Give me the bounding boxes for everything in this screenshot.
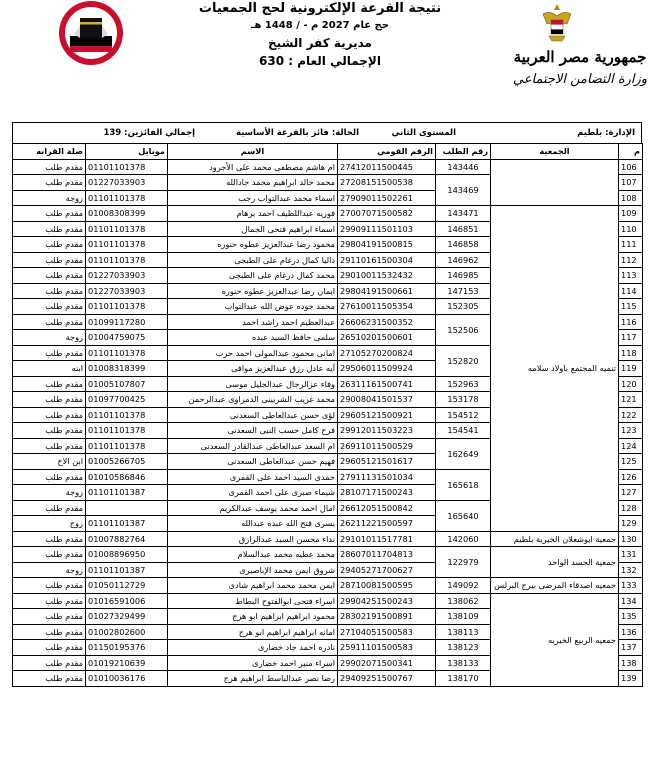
national-id: 27007071500582: [338, 206, 436, 222]
national-id: 26211221500597: [338, 516, 436, 532]
table-row: [13, 531, 643, 547]
association-name: جمعيه الربيع الخيريه: [491, 593, 619, 686]
relation: مقدم طلب: [13, 268, 86, 284]
national-id: 27105270200824: [338, 345, 436, 361]
person-name: محمد كمال درغام على الطبجى: [168, 268, 338, 284]
person-name: ايمان رضا عبدالعزيز عطوه حنوره: [168, 283, 338, 299]
col-header-association: الجمعية: [491, 144, 619, 160]
person-name: ايمن محمد محمد ابراهيم شادى: [168, 578, 338, 594]
mobile-number: 01019210639: [86, 655, 168, 671]
relation: مقدم طلب: [13, 438, 86, 454]
row-number: 122: [619, 407, 643, 423]
table-row: [13, 206, 643, 222]
mobile-number: 01008318399: [86, 361, 168, 377]
relation: مقدم طلب: [13, 423, 86, 439]
national-id: 27104051500583: [338, 624, 436, 640]
person-name: شيماء صبرى على احمد القمرى: [168, 485, 338, 501]
association-name: [491, 159, 619, 206]
national-id: 27208151500538: [338, 175, 436, 191]
row-number: 133: [619, 578, 643, 594]
row-number: 130: [619, 531, 643, 547]
relation: ابن الاخ: [13, 454, 86, 470]
row-number: 112: [619, 252, 643, 268]
col-header-name: الاسم: [168, 144, 338, 160]
mobile-number: 01002802600: [86, 624, 168, 640]
national-id: 26510201500601: [338, 330, 436, 346]
row-number: 126: [619, 469, 643, 485]
row-number: 135: [619, 609, 643, 625]
person-name: امال احمد محمد يوسف عبدالكريم: [168, 500, 338, 516]
grand-total: الإجمالي العام : 630: [259, 54, 381, 68]
row-number: 123: [619, 423, 643, 439]
national-id: 26612051500842: [338, 500, 436, 516]
national-id: 26311161500741: [338, 376, 436, 392]
eagle-emblem-icon: [540, 2, 574, 44]
relation: مقدم طلب: [13, 655, 86, 671]
mobile-number: 01227033903: [86, 283, 168, 299]
person-name: آيه عادل رزق عبدالعزيز موافى: [168, 361, 338, 377]
relation: مقدم طلب: [13, 221, 86, 237]
request-number: 147153: [436, 283, 491, 299]
request-number: 146985: [436, 268, 491, 284]
mobile-number: 01005107807: [86, 376, 168, 392]
relation: مقدم طلب: [13, 593, 86, 609]
request-number: 138170: [436, 671, 491, 687]
mobile-number: 01101101378: [86, 159, 168, 175]
national-id: 29110161500304: [338, 252, 436, 268]
mobile-number: 01101101378: [86, 299, 168, 315]
relation: مقدم طلب: [13, 283, 86, 299]
row-number: 110: [619, 221, 643, 237]
request-number: 138123: [436, 640, 491, 656]
national-id: 27412011500445: [338, 159, 436, 175]
col-header-mobile: موبايل: [86, 144, 168, 160]
national-id: 29605121501617: [338, 454, 436, 470]
national-id: 29605121500921: [338, 407, 436, 423]
relation: مقدم طلب: [13, 609, 86, 625]
mobile-number: 01099117280: [86, 314, 168, 330]
mobile-number: 01101101378: [86, 438, 168, 454]
mobile-number: 01101101378: [86, 252, 168, 268]
request-number: 143446: [436, 159, 491, 175]
relation: مقدم طلب: [13, 531, 86, 547]
info-bar: [12, 122, 642, 144]
national-id: 29902071500341: [338, 655, 436, 671]
national-id: 29804191500661: [338, 283, 436, 299]
mobile-number: 01101101378: [86, 345, 168, 361]
relation: مقدم طلب: [13, 624, 86, 640]
mobile-number: 01004759075: [86, 330, 168, 346]
row-number: 111: [619, 237, 643, 253]
row-number: 137: [619, 640, 643, 656]
person-name: وفاء عزالرجال عبدالجليل موسى: [168, 376, 338, 392]
relation: مقدم طلب: [13, 159, 86, 175]
col-header-num: م: [619, 144, 643, 160]
national-id: 28302191500891: [338, 609, 436, 625]
row-number: 114: [619, 283, 643, 299]
relation: مقدم طلب: [13, 237, 86, 253]
national-id: 29008041501537: [338, 392, 436, 408]
national-id: 27911131501034: [338, 469, 436, 485]
person-name: حمدى السيد احمد على القمرى: [168, 469, 338, 485]
mobile-number: 01101101378: [86, 407, 168, 423]
row-number: 125: [619, 454, 643, 470]
person-name: رضا نصر عبدالباسط ابراهيم هرج: [168, 671, 338, 687]
row-number: 118: [619, 345, 643, 361]
row-number: 119: [619, 361, 643, 377]
person-name: اسراء فتحى ابوالفتوح البطاط: [168, 593, 338, 609]
row-number: 116: [619, 314, 643, 330]
relation: مقدم طلب: [13, 578, 86, 594]
request-number: 152820: [436, 345, 491, 376]
table-row: [13, 578, 643, 594]
person-name: نادره احمد جاد خضارى: [168, 640, 338, 656]
national-id: 26911011500529: [338, 438, 436, 454]
hajj-season: حج عام 2027 م - / 1448 هـ: [251, 20, 389, 31]
national-id: 28107171500243: [338, 485, 436, 501]
relation: مقدم طلب: [13, 469, 86, 485]
row-number: 127: [619, 485, 643, 501]
relation: مقدم طلب: [13, 392, 86, 408]
hajj-kaaba-logo-icon: [58, 0, 124, 66]
mobile-number: 01010036176: [86, 671, 168, 687]
person-name: امانى محمود عبدالمولى احمد حرب: [168, 345, 338, 361]
person-name: شروق ايمن محمد الإباصيرى: [168, 562, 338, 578]
national-id: 29804191500815: [338, 237, 436, 253]
person-name: داليا كمال درغام على الطبجى: [168, 252, 338, 268]
national-id: 25911101500583: [338, 640, 436, 656]
person-name: فوزيه عبداللطيف احمد برهام: [168, 206, 338, 222]
request-number: 138062: [436, 593, 491, 609]
mobile-number: 01027329499: [86, 609, 168, 625]
status-label: الحالة: فائز بالقرعة الأساسية: [235, 128, 359, 138]
document-title: نتيجة القرعة الإلكترونية لحج الجمعيات: [198, 1, 442, 16]
relation: مقدم طلب: [13, 500, 86, 516]
relation: زوجة: [13, 330, 86, 346]
mobile-number: 01016591006: [86, 593, 168, 609]
request-number: 153178: [436, 392, 491, 408]
mobile-number: 01101101387: [86, 516, 168, 532]
person-name: عبدالعظيم احمد راشد احمد: [168, 314, 338, 330]
national-id: 28607011704813: [338, 547, 436, 563]
row-number: 129: [619, 516, 643, 532]
request-number: 152963: [436, 376, 491, 392]
mobile-number: 01008896950: [86, 547, 168, 563]
mobile-number: 01227033903: [86, 175, 168, 191]
national-id: 29912011503223: [338, 423, 436, 439]
request-number: 146858: [436, 237, 491, 253]
row-number: 109: [619, 206, 643, 222]
row-number: 136: [619, 624, 643, 640]
request-number: 152305: [436, 299, 491, 315]
relation: مقدم طلب: [13, 640, 86, 656]
table-row: [13, 547, 643, 563]
relation: مقدم طلب: [13, 252, 86, 268]
person-name: محمود رضا عبدالعزيز عطوه حنوره: [168, 237, 338, 253]
person-name: لؤى حسن عبدالعاطى السعدنى: [168, 407, 338, 423]
col-header-request-number: رقم الطلب: [436, 144, 491, 160]
row-number: 138: [619, 655, 643, 671]
person-name: اسماء ابراهيم فتحى الجمال: [168, 221, 338, 237]
relation: ابنه: [13, 361, 86, 377]
request-number: 154512: [436, 407, 491, 423]
row-number: 117: [619, 330, 643, 346]
relation: مقدم طلب: [13, 547, 86, 563]
person-name: محمود ابراهيم ابراهيم ابو هرج: [168, 609, 338, 625]
relation: زوجة: [13, 190, 86, 206]
national-id: 28710081500595: [338, 578, 436, 594]
national-id: 27610011505354: [338, 299, 436, 315]
relation: مقدم طلب: [13, 299, 86, 315]
mobile-number: 01097700425: [86, 392, 168, 408]
table-row: [13, 159, 643, 175]
row-number: 115: [619, 299, 643, 315]
mobile-number: 01010586846: [86, 469, 168, 485]
mobile-number: [86, 500, 168, 516]
mobile-number: 01101101387: [86, 485, 168, 501]
national-id: 27909011502261: [338, 190, 436, 206]
country-name: جمهورية مصر العربية: [513, 48, 647, 66]
person-name: محمد جوده عوض الله عبدالتواب: [168, 299, 338, 315]
person-name: اسماء محمد عبدالتواب رجب: [168, 190, 338, 206]
request-number: 138133: [436, 655, 491, 671]
person-name: يسرى فتح الله عبده عبدالله: [168, 516, 338, 532]
relation: زوجة: [13, 485, 86, 501]
directorate-name: مديرية كفر الشيخ: [268, 36, 372, 50]
row-number: 132: [619, 562, 643, 578]
national-id: 29010011532432: [338, 268, 436, 284]
person-name: اسراء منير احمد خضارى: [168, 655, 338, 671]
person-name: امانه ابراهيم ابراهيم ابو هرج: [168, 624, 338, 640]
national-id: 29506011509924: [338, 361, 436, 377]
row-number: 108: [619, 190, 643, 206]
mobile-number: 01227033903: [86, 268, 168, 284]
relation: مقدم طلب: [13, 407, 86, 423]
national-id: 29909111501103: [338, 221, 436, 237]
results-table: [12, 143, 643, 687]
national-id: 26606231500352: [338, 314, 436, 330]
table-row: [13, 593, 643, 609]
request-number: 146962: [436, 252, 491, 268]
national-id: 29101011517781: [338, 531, 436, 547]
admin-label: الإدارة: بلطيم: [577, 128, 635, 138]
row-number: 113: [619, 268, 643, 284]
request-number: 154541: [436, 423, 491, 439]
level-label: المستوى الثاني: [391, 128, 456, 138]
row-number: 134: [619, 593, 643, 609]
relation: مقدم طلب: [13, 314, 86, 330]
person-name: محمد عطيه محمد عبدالسلام: [168, 547, 338, 563]
request-number: 149092: [436, 578, 491, 594]
mobile-number: 01101101378: [86, 190, 168, 206]
col-header-relation: صلة القرابه: [13, 144, 86, 160]
row-number: 124: [619, 438, 643, 454]
association-name: جمعيه اصدقاء المرضى ببرج البرلس: [491, 578, 619, 594]
person-name: محمد خالد ابراهيم محمد جادالله: [168, 175, 338, 191]
person-name: محمد غريب الشربينى الدمراوى عبدالرحمن: [168, 392, 338, 408]
mobile-number: 01101101378: [86, 221, 168, 237]
national-id: 29405271700627: [338, 562, 436, 578]
mobile-number: 01008308399: [86, 206, 168, 222]
mobile-number: 01101101387: [86, 562, 168, 578]
association-name: جمعية ابوشعلان الخيرية بلطيم: [491, 531, 619, 547]
request-number: 122979: [436, 547, 491, 578]
relation: مقدم طلب: [13, 345, 86, 361]
request-number: 143469: [436, 175, 491, 206]
table-header-row: [13, 144, 643, 160]
row-number: 120: [619, 376, 643, 392]
mobile-number: 01005266705: [86, 454, 168, 470]
request-number: 143471: [436, 206, 491, 222]
row-number: 106: [619, 159, 643, 175]
relation: مقدم طلب: [13, 376, 86, 392]
relation: زوجة: [13, 562, 86, 578]
national-id: 29409251500767: [338, 671, 436, 687]
request-number: 146851: [436, 221, 491, 237]
page-header: [0, 0, 668, 120]
association-name: جمعية الجسد الواحد: [491, 547, 619, 578]
relation: مقدم طلب: [13, 206, 86, 222]
ministry-name: وزارة التضامن الاجتماعي: [512, 72, 648, 87]
mobile-number: 01007882764: [86, 531, 168, 547]
row-number: 121: [619, 392, 643, 408]
mobile-number: 01050112729: [86, 578, 168, 594]
mobile-number: 01150195376: [86, 640, 168, 656]
winners-total: إجمالي الفائزين: 139: [103, 128, 195, 138]
request-number: 142060: [436, 531, 491, 547]
relation: زوج: [13, 516, 86, 532]
relation: مقدم طلب: [13, 175, 86, 191]
association-name: تنميه المجتمع باولاد سلامه: [491, 206, 619, 532]
request-number: 152506: [436, 314, 491, 345]
person-name: ام السعد عبدالعاطى عبدالقادر السعدنى: [168, 438, 338, 454]
row-number: 107: [619, 175, 643, 191]
row-number: 128: [619, 500, 643, 516]
request-number: 165640: [436, 500, 491, 531]
person-name: فهيم حسن عبدالعاطى السعدنى: [168, 454, 338, 470]
row-number: 139: [619, 671, 643, 687]
request-number: 138109: [436, 609, 491, 625]
relation: مقدم طلب: [13, 671, 86, 687]
person-name: سلمى حافظ السيد عبده: [168, 330, 338, 346]
request-number: 165618: [436, 469, 491, 500]
row-number: 131: [619, 547, 643, 563]
request-number: 138113: [436, 624, 491, 640]
request-number: 162649: [436, 438, 491, 469]
col-header-national-id: الرقم القومي: [338, 144, 436, 160]
person-name: فرح كامل حسب النبى السعدنى: [168, 423, 338, 439]
mobile-number: 01101101378: [86, 423, 168, 439]
national-id: 29904251500243: [338, 593, 436, 609]
person-name: ام هاشم مصطفى محمد على الأجرود: [168, 159, 338, 175]
mobile-number: 01101101378: [86, 237, 168, 253]
person-name: نداء محسن السيد عبدالرازق: [168, 531, 338, 547]
